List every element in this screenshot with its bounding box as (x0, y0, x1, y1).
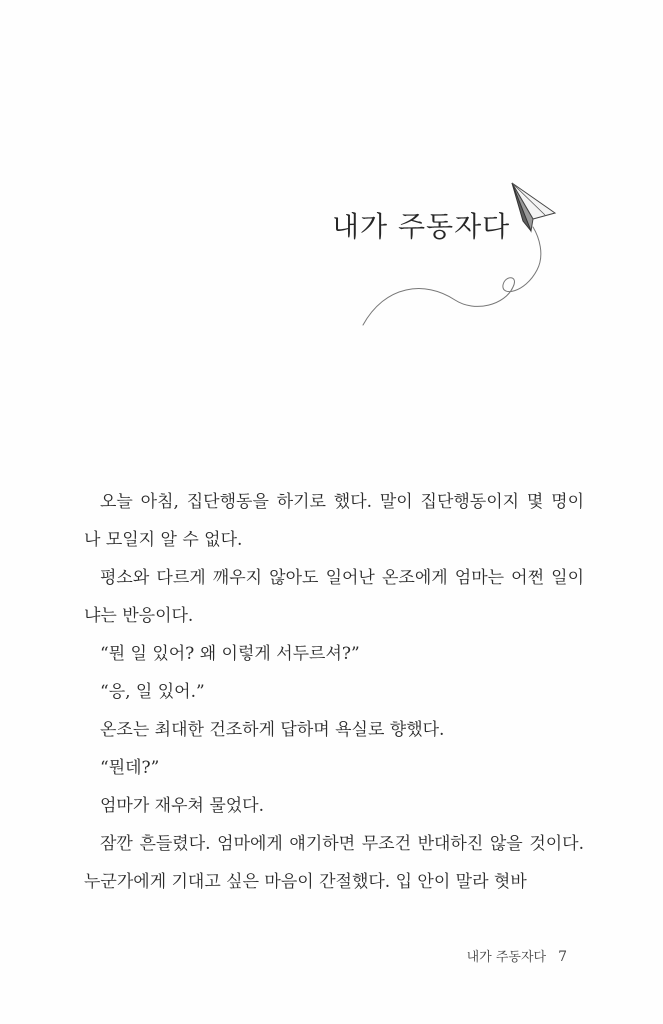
paragraph: “응, 일 있어.” (100, 682, 205, 702)
paragraph: 평소와 다르게 깨우지 않아도 일어난 온조에게 엄마는 어쩐 일이냐는 반응이다. (84, 568, 584, 626)
paragraph: 잠깐 흔들렸다. 엄마에게 얘기하면 무조건 반대하진 않을 것이다. 누군가에게 기대고 싶은 마음이 간절했다. 입 안이 말라 혓바 (84, 834, 584, 892)
paragraph: 엄마가 재우쳐 물었다. (100, 796, 265, 816)
paper-airplane-icon (355, 175, 565, 335)
paragraph: “뭔 일 있어? 왜 이렇게 서두르셔?” (100, 644, 360, 664)
page-number: 7 (558, 949, 567, 965)
paragraph: “뭔데?” (100, 758, 160, 778)
chapter-title: 내가 주동자다 (332, 210, 511, 243)
body-text (84, 483, 584, 901)
page-footer (467, 946, 567, 965)
paragraph: 오늘 아침, 집단행동을 하기로 했다. 말이 집단행동이지 몇 명이 나 모일지 알 수 없다. (84, 492, 584, 550)
running-head: 내가 주동자다 (466, 950, 547, 965)
paragraph: 온조는 최대한 건조하게 답하며 욕실로 향했다. (100, 720, 445, 740)
flight-trail (363, 227, 541, 325)
